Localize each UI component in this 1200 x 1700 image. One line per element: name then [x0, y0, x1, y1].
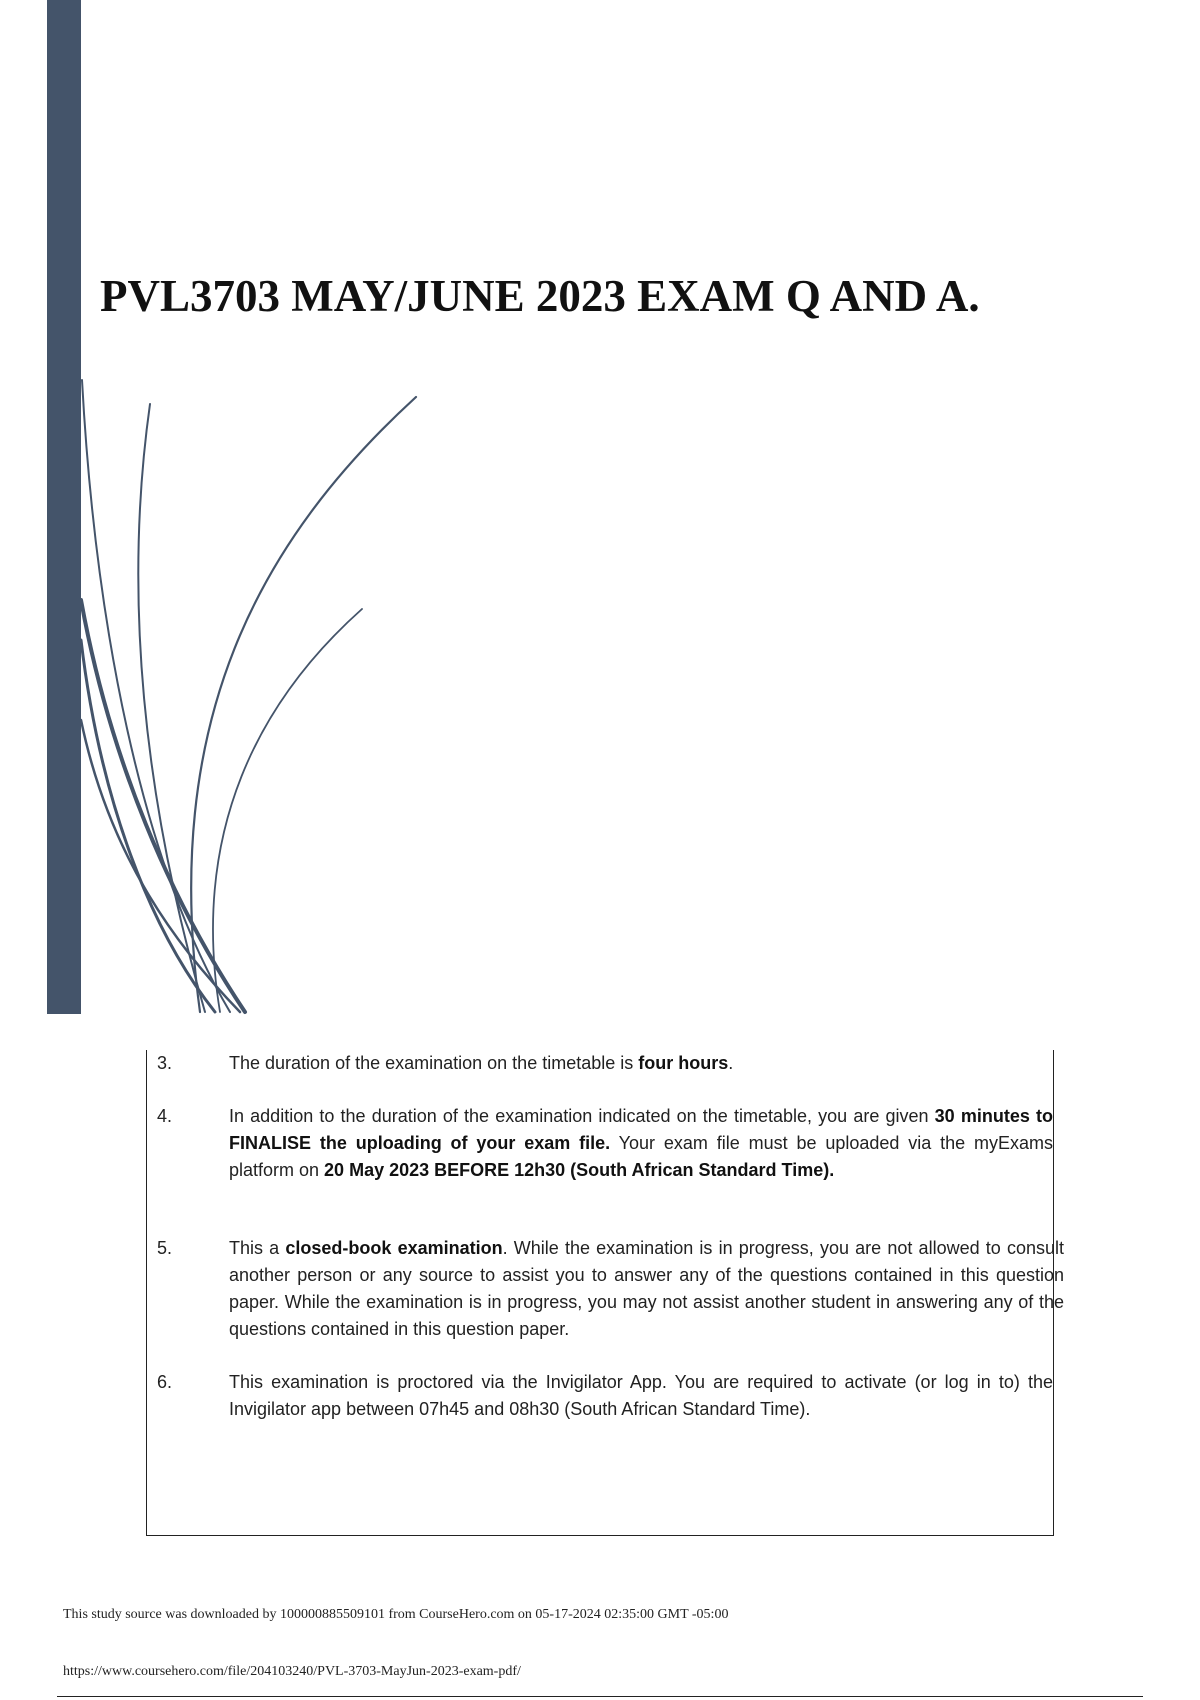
instruction-text: This a closed-book examination. While the examination is in progress, you are not allowed to consult another person or any source to assist you to answer any of the questions contained in this question paper. While the examination is in progress, you may not assist another student in answering any of the questions contained in this question paper. — [229, 1238, 1064, 1339]
instruction-text: In addition to the duration of the examination indicated on the timetable, you are given 30 minutes to FINALISE the uploading of your exam file. Your exam file must be uploaded via the myExams platform on 20 May 2023 BEFORE 12h30 (South African Standard Time). — [229, 1106, 1054, 1180]
instruction-number: 4. — [157, 1106, 173, 1126]
instruction-text: This examination is proctored via the Invigilator App. You are required to activate (or log in to) the Invigilator app between 07h45 and 08h30 (South African Standard Time). — [229, 1372, 1053, 1419]
instruction-number: 3. — [157, 1053, 173, 1073]
instruction-number: 6. — [157, 1372, 173, 1392]
footer-divider — [57, 1696, 1143, 1697]
download-source-notice: This study source was downloaded by 100000885509101 from CourseHero.com on 05-17-2024 02:35:00 GMT -05:00 — [63, 1607, 729, 1622]
instruction-number: 5. — [157, 1238, 173, 1258]
instruction-text: The duration of the examination on the timetable is four hours. — [229, 1053, 734, 1073]
exam-instructions-box — [146, 1050, 1064, 1536]
source-url-link[interactable]: https://www.coursehero.com/file/204103240/PVL-3703-MayJun-2023-exam-pdf/ — [63, 1664, 521, 1679]
document-title: PVL3703 MAY/JUNE 2023 EXAM Q AND A. — [100, 271, 980, 321]
